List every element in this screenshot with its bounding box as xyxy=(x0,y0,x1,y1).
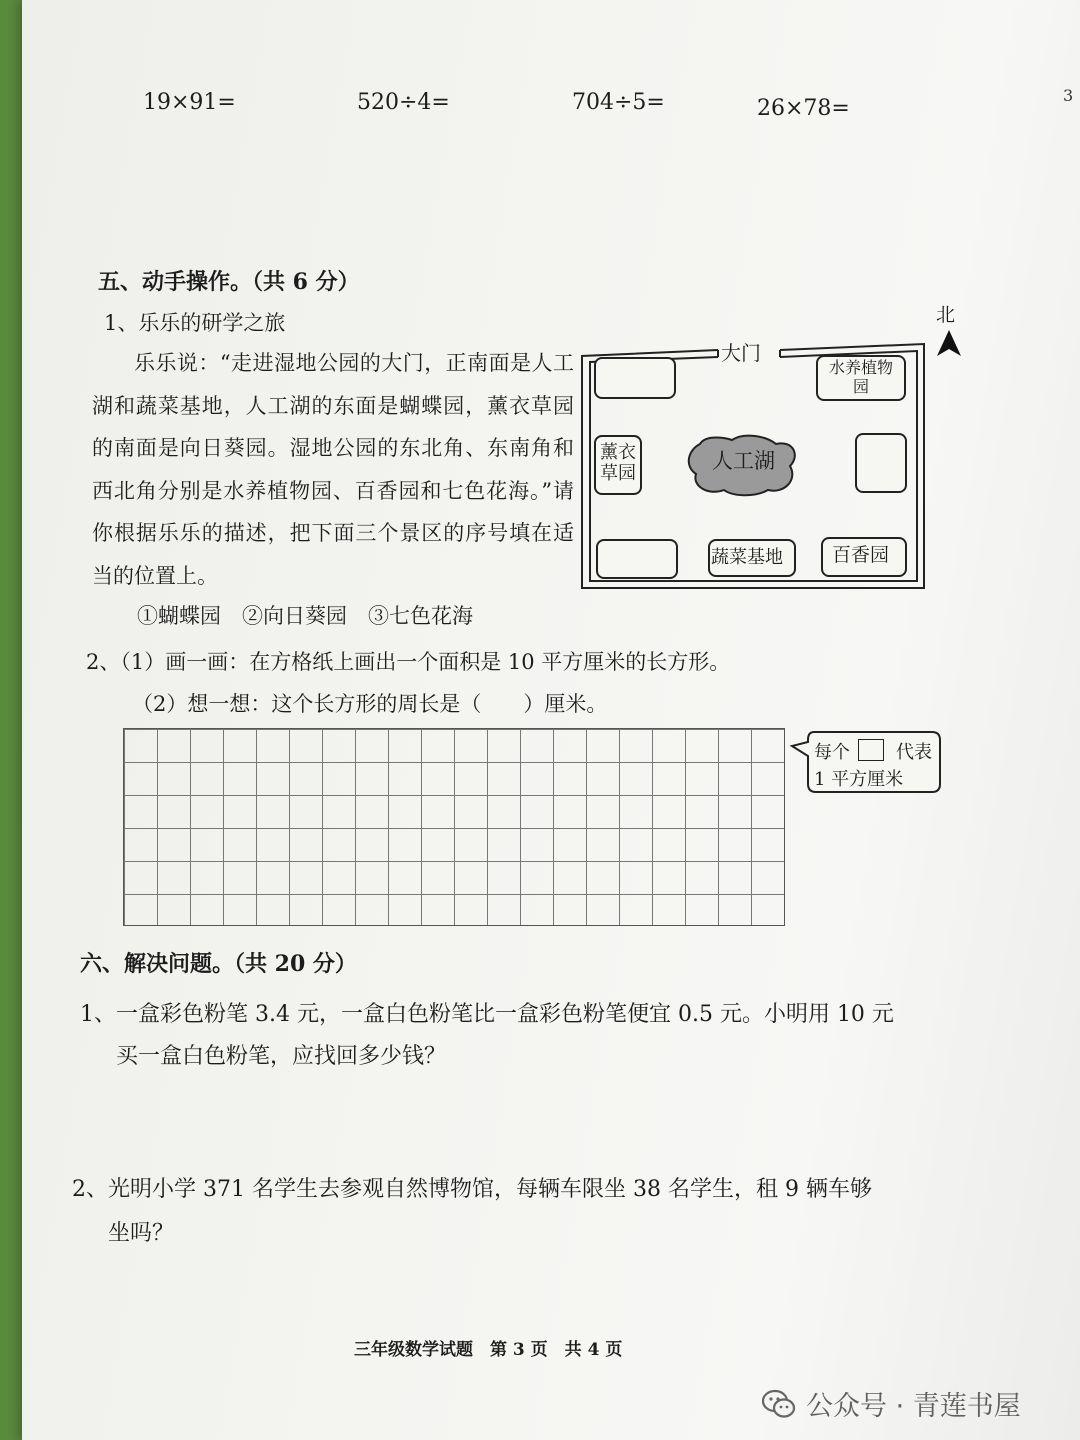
calc-1: 19×91= xyxy=(143,90,236,115)
unit-bubble xyxy=(790,728,946,794)
section5-q2-line1: 2、（1）画一画：在方格纸上画出一个面积是 10 平方厘米的长方形。 xyxy=(86,650,731,674)
page-footer: 三年级数学试题 第 3 页 共 4 页 xyxy=(354,1340,623,1360)
section6-q1-line2: 买一盒白色粉笔，应找回多少钱？ xyxy=(116,1044,447,1069)
watermark-text: 公众号 · 青莲书屋 xyxy=(806,1391,1021,1422)
map-baixiang-label: 百香园 xyxy=(832,544,890,566)
section6-q2-line1: 2、光明小学 371 名学生去参观自然博物馆，每辆车限坐 38 名学生，租 9 辆车够 xyxy=(72,1177,872,1202)
north-label: 北 xyxy=(936,304,956,326)
section6-title: 六、解决问题。（共 20 分） xyxy=(80,951,357,977)
calc-4: 26×78= xyxy=(757,96,850,121)
bubble-text-represents: 代表 xyxy=(896,742,932,763)
map-lavender-label: 薰衣草园 xyxy=(600,442,636,484)
section5-q1-options: ①蝴蝶园 ②向日葵园 ③七色花海 xyxy=(137,604,473,628)
map-aquatic-label: 水养植物园 xyxy=(828,358,893,396)
wechat-icon xyxy=(762,1389,796,1419)
park-map xyxy=(580,340,920,590)
corner-number: 3 xyxy=(1063,86,1074,105)
north-indicator xyxy=(932,300,968,360)
section5-title: 五、动手操作。（共 6 分） xyxy=(98,269,360,295)
map-lake-label: 人工湖 xyxy=(712,449,775,473)
map-vegetable-label: 蔬菜基地 xyxy=(711,547,783,568)
watermark xyxy=(762,1384,1021,1423)
section5-q1-title: 1、乐乐的研学之旅 xyxy=(104,311,286,335)
section5-q1-paragraph: 乐乐说：“走进湿地公园的大门，正南面是人工湖和蔬菜基地，人工湖的东面是蝴蝶园，薰衣草园的南面是向日葵园。湿地公园的东北角、东南角和西北角分别是水养植物园、百香园和七色花海。”请你根据乐乐的描述，把下面三个景区的序号填在适当的位置上。 xyxy=(92,351,574,588)
bubble-text-unit: 1 平方厘米 xyxy=(814,769,904,790)
exam-paper xyxy=(22,0,1080,1440)
grid-paper[interactable] xyxy=(123,728,785,926)
calc-2: 520÷4= xyxy=(357,90,450,115)
bubble-text-each: 每个 xyxy=(814,742,850,763)
unit-square-icon xyxy=(858,739,884,761)
section5-q2-line2: （2）想一想：这个长方形的周长是（ ）厘米。 xyxy=(132,692,608,716)
north-arrow-icon xyxy=(936,330,962,358)
section6-q1-line1: 1、一盒彩色粉笔 3.4 元，一盒白色粉笔比一盒彩色粉笔便宜 0.5 元。小明用 10 元 xyxy=(80,1002,894,1027)
map-gate-label: 大门 xyxy=(721,341,761,365)
section6-q2-line2: 坐吗？ xyxy=(108,1221,175,1246)
calc-3: 704÷5= xyxy=(572,90,665,115)
